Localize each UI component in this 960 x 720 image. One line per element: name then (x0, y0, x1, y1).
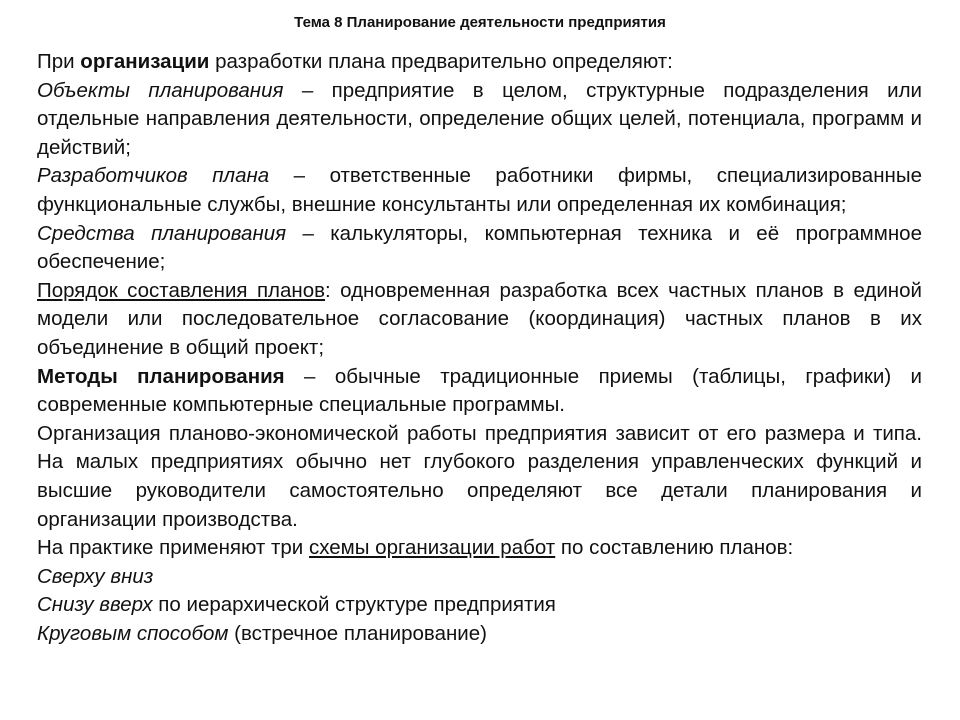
scheme-bottom-up-term: Снизу вверх (37, 593, 153, 617)
scheme-top-down-term: Сверху вниз (37, 564, 154, 588)
scheme-circular-term: Круговым способом (37, 621, 229, 645)
means-text: – калькуляторы, компьютерная техника и её программное обеспечение; (37, 221, 922, 274)
developers-term: Разработчиков плана (37, 164, 270, 188)
slide-title: Тема 8 Планирование деятельности предприятия (294, 14, 666, 31)
order-term: Порядок составления планов (37, 278, 326, 302)
developers-text: – ответственные работники фирмы, специализированные функциональные службы, внешние консультанты или определенная их комбинация; (37, 164, 922, 216)
scheme-top-down (37, 563, 922, 592)
intro-paragraph (37, 48, 922, 77)
scheme-bottom-up-text: по иерархической структуре предприятия (152, 593, 556, 617)
means-paragraph (37, 220, 922, 277)
objects-term: Объекты планирования (37, 78, 284, 102)
practice-text-end: по составлению планов: (555, 536, 794, 560)
means-term: Средства планирования (37, 221, 287, 245)
intro-text-end: разработки плана предварительно определяют: (209, 50, 673, 73)
objects-paragraph (37, 77, 922, 163)
methods-text: – обычные традиционные приемы (таблицы, графики) и современные компьютерные специальные программы. (37, 364, 922, 417)
scheme-circular-text: (встречное планирование) (228, 621, 487, 645)
order-paragraph (37, 277, 922, 363)
scheme-circular (37, 620, 922, 649)
slide-body (37, 48, 922, 648)
intro-text-start: При (37, 50, 81, 73)
practice-text-start: На практике применяют три (37, 536, 309, 560)
scheme-bottom-up (37, 591, 922, 620)
methods-term: Методы планирования (37, 364, 285, 388)
intro-bold-word: организации (80, 50, 210, 73)
practice-paragraph (37, 534, 922, 563)
organization-paragraph: Организация планово-экономической работы предприятия зависит от его размера и типа. На малых предприятиях обычно нет глубокого разделения управленческих функций и высшие руководители самостоятельно определяют все детали планирования и организации производства. (37, 421, 922, 531)
practice-underlined-term: схемы организации работ (308, 536, 556, 560)
objects-text: – предприятие в целом, структурные подразделения или отдельные направления деятельности, определение общих целей, потенциала, программ и действий; (37, 78, 922, 159)
methods-paragraph (37, 363, 922, 420)
developers-paragraph (37, 162, 922, 219)
order-text: : одновременная разработка всех частных планов в единой модели или последовательное согласование (координация) частных планов в их объединение в общий проект; (37, 278, 922, 359)
